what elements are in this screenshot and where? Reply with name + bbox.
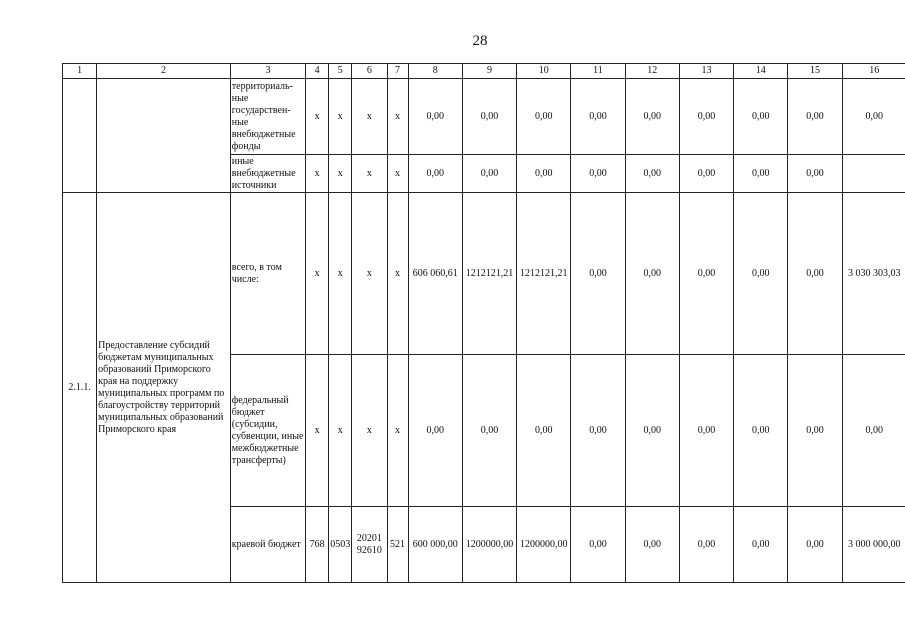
cell-col6: х	[352, 155, 387, 193]
cell-col13: 0,00	[679, 155, 733, 193]
row-number-cell	[63, 79, 97, 193]
cell-col11: 0,00	[571, 355, 625, 507]
row-name-cell	[97, 79, 231, 193]
page-number: 28	[472, 33, 488, 49]
header-cell: 2	[97, 64, 231, 79]
cell-col6: х	[352, 79, 387, 155]
cell-col12: 0,00	[625, 193, 679, 355]
cell-col10: 0,00	[517, 155, 571, 193]
cell-col7: х	[387, 193, 408, 355]
cell-col9: 0,00	[462, 79, 516, 155]
cell-col5: х	[329, 155, 352, 193]
header-cell: 12	[625, 64, 679, 79]
budget-table	[62, 63, 905, 583]
header-cell: 3	[230, 64, 305, 79]
header-cell: 11	[571, 64, 625, 79]
cell-col8: 0,00	[408, 155, 462, 193]
cell-col8: 606 060,61	[408, 193, 462, 355]
cell-col9: 1200000,00	[462, 507, 516, 583]
cell-col11: 0,00	[571, 193, 625, 355]
header-cell: 16	[842, 64, 905, 79]
funding-source-cell: иные внебюджетные источники	[230, 155, 305, 193]
cell-col10: 1200000,00	[517, 507, 571, 583]
header-cell: 8	[408, 64, 462, 79]
cell-col10: 0,00	[517, 79, 571, 155]
cell-col16: 3 030 303,03	[842, 193, 905, 355]
cell-col14: 0,00	[734, 507, 788, 583]
table-row	[63, 79, 905, 155]
cell-col10: 1212121,21	[517, 193, 571, 355]
cell-col4: х	[306, 79, 329, 155]
funding-source-cell: всего, в том числе:	[230, 193, 305, 355]
cell-col15: 0,00	[788, 355, 842, 507]
header-cell: 7	[387, 64, 408, 79]
cell-col11: 0,00	[571, 507, 625, 583]
cell-col5: х	[329, 79, 352, 155]
cell-col4: 768	[306, 507, 329, 583]
cell-col9: 0,00	[462, 355, 516, 507]
cell-col8: 600 000,00	[408, 507, 462, 583]
cell-col5: 0503	[329, 507, 352, 583]
cell-col13: 0,00	[679, 507, 733, 583]
cell-col14: 0,00	[734, 155, 788, 193]
funding-source-cell: федеральный бюджет (субсидии, субвенции, иные межбюджетные трансферты)	[230, 355, 305, 507]
cell-col4: х	[306, 193, 329, 355]
cell-col15: 0,00	[788, 507, 842, 583]
cell-col12: 0,00	[625, 507, 679, 583]
cell-col16	[842, 155, 905, 193]
cell-col9: 1212121,21	[462, 193, 516, 355]
header-cell: 15	[788, 64, 842, 79]
cell-col13: 0,00	[679, 193, 733, 355]
cell-col4: х	[306, 155, 329, 193]
header-cell: 9	[462, 64, 516, 79]
funding-source-cell: территориаль-ные государствен-ные внебюджетные фонды	[230, 79, 305, 155]
cell-col10: 0,00	[517, 355, 571, 507]
cell-col6: х	[352, 193, 387, 355]
table-row	[63, 193, 905, 355]
header-cell: 10	[517, 64, 571, 79]
cell-col5: х	[329, 355, 352, 507]
cell-col7: х	[387, 355, 408, 507]
cell-col15: 0,00	[788, 155, 842, 193]
cell-col6: 20201 92610	[352, 507, 387, 583]
header-cell: 1	[63, 64, 97, 79]
funding-source-cell: краевой бюджет	[230, 507, 305, 583]
cell-col7: х	[387, 155, 408, 193]
cell-col15: 0,00	[788, 193, 842, 355]
header-cell: 14	[734, 64, 788, 79]
header-cell: 13	[679, 64, 733, 79]
header-cell: 6	[352, 64, 387, 79]
row-number-cell: 2.1.1.	[63, 193, 97, 583]
header-row	[63, 64, 905, 79]
cell-col4: х	[306, 355, 329, 507]
header-cell: 4	[306, 64, 329, 79]
cell-col16: 0,00	[842, 79, 905, 155]
header-cell: 5	[329, 64, 352, 79]
cell-col7: 521	[387, 507, 408, 583]
cell-col8: 0,00	[408, 79, 462, 155]
cell-col13: 0,00	[679, 79, 733, 155]
cell-col14: 0,00	[734, 79, 788, 155]
cell-col7: х	[387, 79, 408, 155]
cell-col13: 0,00	[679, 355, 733, 507]
cell-col12: 0,00	[625, 355, 679, 507]
cell-col12: 0,00	[625, 155, 679, 193]
cell-col11: 0,00	[571, 79, 625, 155]
cell-col14: 0,00	[734, 355, 788, 507]
cell-col11: 0,00	[571, 155, 625, 193]
cell-col9: 0,00	[462, 155, 516, 193]
cell-col16: 3 000 000,00	[842, 507, 905, 583]
cell-col8: 0,00	[408, 355, 462, 507]
cell-col16: 0,00	[842, 355, 905, 507]
cell-col5: х	[329, 193, 352, 355]
cell-col6: х	[352, 355, 387, 507]
cell-col12: 0,00	[625, 79, 679, 155]
row-name-cell: Предоставление субсидий бюджетам муниципальных образований Приморского края на поддержку муниципальных программ по благоустройству территорий муниципальных образований Приморского края	[97, 193, 231, 583]
cell-col14: 0,00	[734, 193, 788, 355]
cell-col15: 0,00	[788, 79, 842, 155]
